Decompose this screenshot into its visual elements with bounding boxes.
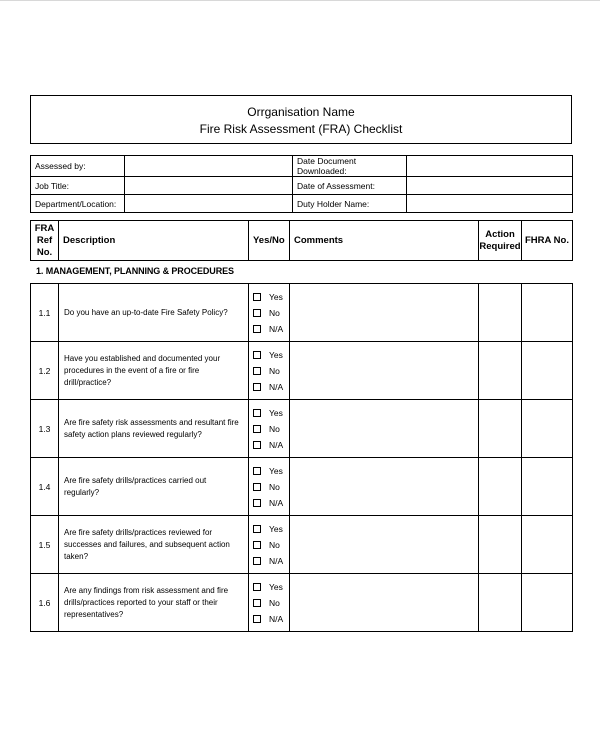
col-fhra-header: FHRA No. [522, 221, 573, 261]
date-of-assessment-field[interactable] [407, 177, 573, 195]
table-row [31, 458, 573, 516]
table-row [31, 516, 573, 574]
col-action-required-header [479, 221, 522, 261]
job-title-label: Job Title: [31, 177, 125, 195]
comments-cell[interactable] [290, 516, 479, 574]
comments-cell[interactable] [290, 458, 479, 516]
option-no[interactable] [253, 479, 289, 495]
checkbox-icon[interactable] [253, 425, 261, 433]
comments-cell[interactable] [290, 400, 479, 458]
duty-holder-label: Duty Holder Name: [293, 195, 407, 213]
col-ref-header [31, 221, 59, 261]
option-label: N/A [269, 381, 284, 392]
col-action-line: Action [485, 228, 515, 240]
option-label: Yes [269, 349, 283, 360]
assessment-info-table [30, 155, 573, 213]
option-yes[interactable] [253, 347, 289, 363]
col-description-header: Description [59, 221, 249, 261]
department-field[interactable] [125, 195, 293, 213]
option-label: No [269, 597, 280, 608]
option-na[interactable] [253, 611, 289, 627]
table-row [31, 284, 573, 342]
checklist-header-table [30, 220, 573, 261]
yes-no-options [249, 574, 290, 632]
action-required-cell[interactable] [479, 284, 522, 342]
row-ref: 1.6 [31, 574, 59, 632]
row-description: Do you have an up-to-date Fire Safety Policy? [59, 284, 249, 342]
option-no[interactable] [253, 305, 289, 321]
table-row [31, 574, 573, 632]
col-yesno-header: Yes/No [249, 221, 290, 261]
row-ref: 1.3 [31, 400, 59, 458]
option-label: N/A [269, 555, 284, 566]
option-label: No [269, 423, 280, 434]
fhra-no-cell[interactable] [522, 458, 573, 516]
option-label: N/A [269, 323, 284, 334]
option-label: Yes [269, 581, 283, 592]
checkbox-icon[interactable] [253, 499, 261, 507]
checkbox-icon[interactable] [253, 467, 261, 475]
yes-no-options [249, 458, 290, 516]
option-label: Yes [269, 465, 283, 476]
checkbox-icon[interactable] [253, 441, 261, 449]
table-row [31, 400, 573, 458]
assessed-by-field[interactable] [125, 156, 293, 177]
page-edge [0, 0, 600, 1]
checkbox-icon[interactable] [253, 483, 261, 491]
duty-holder-field[interactable] [407, 195, 573, 213]
option-label: No [269, 481, 280, 492]
date-of-assessment-label: Date of Assessment: [293, 177, 407, 195]
row-description: Are any findings from risk assessment and fire drills/practices reported to your staff or their representatives? [59, 574, 249, 632]
assessed-by-label: Assessed by: [31, 156, 125, 177]
row-description: Have you established and documented your procedures in the event of a fire or fire drill/practice? [59, 342, 249, 400]
yes-no-options [249, 284, 290, 342]
fhra-no-cell[interactable] [522, 516, 573, 574]
section-title: 1. MANAGEMENT, PLANNING & PROCEDURES [36, 266, 234, 276]
checkbox-icon[interactable] [253, 557, 261, 565]
option-yes[interactable] [253, 405, 289, 421]
option-yes[interactable] [253, 521, 289, 537]
checkbox-icon[interactable] [253, 309, 261, 317]
yes-no-options [249, 516, 290, 574]
form-title-box [30, 95, 572, 144]
comments-cell[interactable] [290, 342, 479, 400]
fhra-no-cell[interactable] [522, 574, 573, 632]
checkbox-icon[interactable] [253, 367, 261, 375]
option-label: No [269, 307, 280, 318]
option-na[interactable] [253, 495, 289, 511]
option-label: No [269, 539, 280, 550]
checkbox-icon[interactable] [253, 409, 261, 417]
yes-no-options [249, 400, 290, 458]
option-label: N/A [269, 439, 284, 450]
row-description: Are fire safety drills/practices carried out regularly? [59, 458, 249, 516]
row-ref: 1.4 [31, 458, 59, 516]
action-required-cell[interactable] [479, 516, 522, 574]
checkbox-icon[interactable] [253, 615, 261, 623]
row-ref: 1.5 [31, 516, 59, 574]
option-label: No [269, 365, 280, 376]
row-ref: 1.1 [31, 284, 59, 342]
col-ref-line: FRA [34, 222, 55, 234]
row-ref: 1.2 [31, 342, 59, 400]
action-required-cell[interactable] [479, 342, 522, 400]
option-label: N/A [269, 613, 284, 624]
date-downloaded-label: Date Document Downloaded: [293, 156, 407, 177]
checkbox-icon[interactable] [253, 599, 261, 607]
yes-no-options [249, 342, 290, 400]
checkbox-icon[interactable] [253, 383, 261, 391]
table-row [31, 342, 573, 400]
action-required-cell[interactable] [479, 574, 522, 632]
checkbox-icon[interactable] [253, 525, 261, 533]
option-label: Yes [269, 291, 283, 302]
checkbox-icon[interactable] [253, 351, 261, 359]
option-yes[interactable] [253, 579, 289, 595]
option-na[interactable] [253, 437, 289, 453]
row-description: Are fire safety drills/practices reviewed for successes and failures, and subsequent action taken? [59, 516, 249, 574]
option-label: Yes [269, 407, 283, 418]
action-required-cell[interactable] [479, 458, 522, 516]
col-comments-header: Comments [290, 221, 479, 261]
checkbox-icon[interactable] [253, 583, 261, 591]
checkbox-icon[interactable] [253, 541, 261, 549]
option-yes[interactable] [253, 463, 289, 479]
option-na[interactable] [253, 553, 289, 569]
option-no[interactable] [253, 537, 289, 553]
option-no[interactable] [253, 421, 289, 437]
option-no[interactable] [253, 595, 289, 611]
option-label: Yes [269, 523, 283, 534]
fhra-no-cell[interactable] [522, 284, 573, 342]
fhra-no-cell[interactable] [522, 400, 573, 458]
option-na[interactable] [253, 379, 289, 395]
job-title-field[interactable] [125, 177, 293, 195]
comments-cell[interactable] [290, 574, 479, 632]
action-required-cell[interactable] [479, 400, 522, 458]
department-label: Department/Location: [31, 195, 125, 213]
col-action-line: Required [479, 240, 521, 252]
organisation-name: Orrganisation Name [247, 105, 355, 119]
fhra-no-cell[interactable] [522, 342, 573, 400]
comments-cell[interactable] [290, 284, 479, 342]
col-ref-line: Ref [36, 234, 53, 246]
form-title: Fire Risk Assessment (FRA) Checklist [199, 122, 403, 136]
option-yes[interactable] [253, 289, 289, 305]
row-description: Are fire safety risk assessments and resultant fire safety action plans reviewed regularly? [59, 400, 249, 458]
checklist-table [30, 283, 573, 632]
option-label: N/A [269, 497, 284, 508]
option-na[interactable] [253, 321, 289, 337]
checkbox-icon[interactable] [253, 325, 261, 333]
col-ref-line: No. [36, 246, 53, 258]
checkbox-icon[interactable] [253, 293, 261, 301]
option-no[interactable] [253, 363, 289, 379]
date-downloaded-field[interactable] [407, 156, 573, 177]
